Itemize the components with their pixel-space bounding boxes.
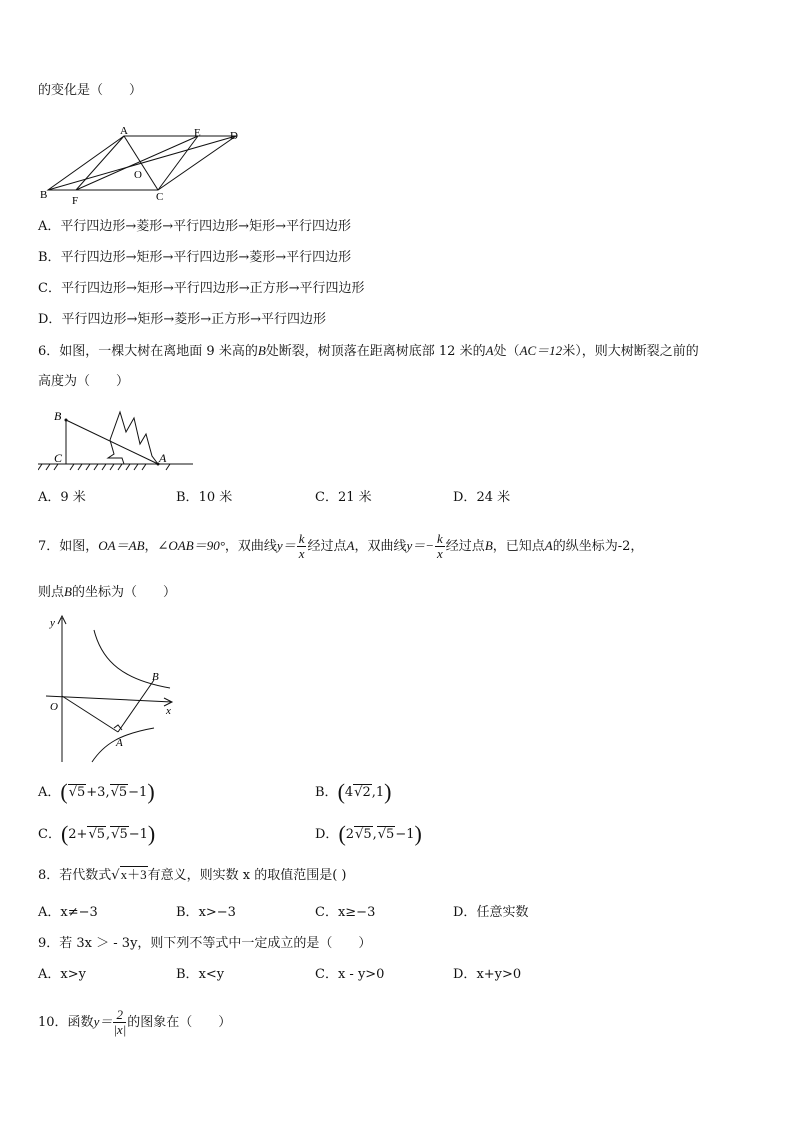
option-letter: D． [453,490,477,505]
option-text: 2+ [68,827,88,842]
q6-option-a [38,489,86,507]
option-letter: A． [38,219,61,234]
option-text: x>−3 [198,905,236,920]
option-letter: A． [38,967,61,982]
q5-label-d: D [230,130,238,142]
numerator: 2 [113,1008,126,1023]
option-letter: B． [176,967,199,982]
math-expr: OA＝AB [98,538,145,553]
option-text: ,1 [371,785,385,800]
math-var: A [544,538,553,553]
q6-label-b: B [54,409,62,423]
option-text: 任意实数 [476,905,529,920]
option-letter: A． [38,785,61,800]
option-text: x<y [198,967,225,982]
q6-option-b [176,489,232,507]
option-text: 平行四边形→菱形→平行四边形→矩形→平行四边形 [60,219,351,234]
stem-text: 则点 [38,585,65,600]
q7-option-c: C．(2+√5,√5−1) [38,821,156,846]
math-expr: y＝ [93,1014,113,1029]
stem-text: 处（ [493,344,520,359]
option-letter: B． [315,785,338,800]
option-letter: A． [38,905,61,920]
option-letter: C． [315,905,338,920]
q5-label-e: E [194,127,201,139]
q7-hyperbola-figure [38,612,178,764]
stem-text: 若代数式 [59,868,112,883]
q9-option-c [315,966,384,984]
q7-label-y: y [50,617,55,629]
option-text: 平行四边形→矩形→平行四边形→菱形→平行四边形 [60,250,352,265]
radical: √5 [355,827,372,842]
q10-stem [38,1004,231,1041]
q7-label-o: O [50,701,58,713]
option-text: x+y>0 [476,967,522,982]
q6-option-d [453,489,510,507]
option-letter: B． [176,905,199,920]
stem-text: 有意义，则实数 x 的取值范围是( ) [147,868,347,883]
option-letter: D． [315,827,339,842]
stem-text: ， [144,539,158,554]
q8-option-c [315,904,375,922]
stem-text: 高度为（ ） [38,374,130,389]
q5-tail-text: 的变化是（ ） [38,83,143,98]
q8-option-b [176,904,236,922]
option-text: −1 [128,827,148,842]
option-letter: A． [38,490,61,505]
q9-option-d [453,966,521,984]
math-expr: y＝ [276,538,296,553]
option-text: 10 米 [198,490,233,505]
math-var: B [257,343,266,358]
math-var: A [346,538,355,553]
option-text: +3, [86,785,110,800]
q5-option-c [38,280,365,298]
q9-stem [38,935,371,953]
q5-label-f: F [72,195,79,206]
fraction-2-over-abs-x [113,1008,126,1037]
stem-text: 经过点 [445,539,485,554]
q7-label-x: x [166,705,171,717]
q9-option-a [38,966,86,984]
math-expr: y＝− [406,538,435,553]
q7-label-a: A [116,737,123,749]
q8-option-a [38,904,98,922]
sqrt-symbol: √ [111,868,120,883]
numerator: k [298,531,305,546]
q6-tree-figure [38,406,198,476]
question-number: 10． [38,1015,68,1030]
option-letter: B． [176,490,199,505]
stem-text: 米），则大树断裂之前的 [562,344,699,359]
stem-text: 的纵坐标为-2， [552,539,644,554]
option-text: x>y [60,967,86,982]
option-text: , [372,827,377,842]
radical: √5 [110,785,128,800]
q6-stem [38,342,699,361]
option-letter: B． [38,250,61,265]
option-letter: C． [38,827,61,842]
stem-text: 如图，一棵大树在离地面 9 米高的 [59,344,258,359]
q5-label-o: O [134,169,142,181]
stem-text: 如图， [59,539,99,554]
denominator: x [298,546,305,561]
option-text: 24 米 [476,490,511,505]
option-text: 平行四边形→矩形→平行四边形→正方形→平行四边形 [60,281,365,296]
option-letter: C． [315,490,338,505]
q7-label-b: B [152,671,159,683]
radical: √5 [68,785,86,800]
question-number: 6． [38,344,60,359]
option-text: 平行四边形→矩形→菱形→正方形→平行四边形 [61,312,327,327]
q5-stem-tail [38,82,142,100]
option-letter: C． [38,281,61,296]
math-var: B [484,538,493,553]
fraction-k-over-x [435,532,445,561]
q5-label-c: C [156,191,164,203]
stem-text: 经过点 [307,539,347,554]
q6-label-a: A [159,451,167,465]
radicand: x＋3 [120,867,147,882]
q6-label-c: C [54,451,63,465]
option-text: 9 米 [60,490,86,505]
option-letter: D． [453,967,477,982]
q6-option-c [315,489,372,507]
option-text: 4 [344,785,354,800]
q5-option-b [38,249,351,267]
question-number: 9． [38,936,60,951]
q7-stem-line2 [38,583,176,602]
math-var: B [64,584,72,599]
option-letter: D． [38,312,62,327]
option-text: −1 [128,785,148,800]
q9-option-b [176,966,224,984]
q8-stem [38,866,346,885]
stem-text: ，双曲线 [354,539,407,554]
option-text: −1 [395,827,415,842]
q5-option-a [38,218,351,236]
option-text: 21 米 [337,490,372,505]
option-text: x - y>0 [337,967,385,982]
stem-text: 若 3x ＞ - 3y，则下列不等式中一定成立的是（ ） [59,936,372,951]
radical: √5 [88,827,106,842]
stem-text: ，双曲线 [224,539,277,554]
q5-parallelogram-figure [38,124,248,206]
q5-option-d [38,311,326,329]
option-text: 2 [345,827,355,842]
stem-text: 的图象在（ ） [127,1015,232,1030]
denominator: x [437,546,443,561]
q5-label-a: A [120,125,128,137]
stem-text: ，已知点 [492,539,545,554]
q7-option-d: D．(2√5,√5−1) [315,821,422,846]
question-number: 7． [38,539,60,554]
numerator: k [437,531,443,546]
option-text: , [106,827,111,842]
math-expr: ∠OAB＝90° [157,538,225,553]
option-letter: C． [315,967,338,982]
option-text: x≥−3 [337,905,376,920]
q5-label-b: B [40,189,48,201]
option-letter: D． [453,905,477,920]
q8-option-d [453,904,528,922]
q7-option-b: B．(4√2,1) [315,779,392,804]
q7-option-a: A．(√5+3,√5−1) [38,779,155,804]
stem-text: 的坐标为（ ） [71,585,176,600]
radical: √5 [111,827,128,842]
fraction-k-over-x [297,532,307,561]
stem-text: 函数 [67,1015,94,1030]
radical: √5 [377,827,395,842]
denominator: |x| [113,1022,127,1037]
stem-text: 处断裂，树顶落在距离树底部 12 米的 [265,344,486,359]
option-text: x≠−3 [60,905,98,920]
question-number: 8． [38,868,60,883]
q6-stem-line2 [38,373,129,391]
radical: √2 [354,785,371,800]
q7-stem [38,528,643,565]
math-var: A [485,343,494,358]
math-expr: AC＝12 [519,343,563,358]
